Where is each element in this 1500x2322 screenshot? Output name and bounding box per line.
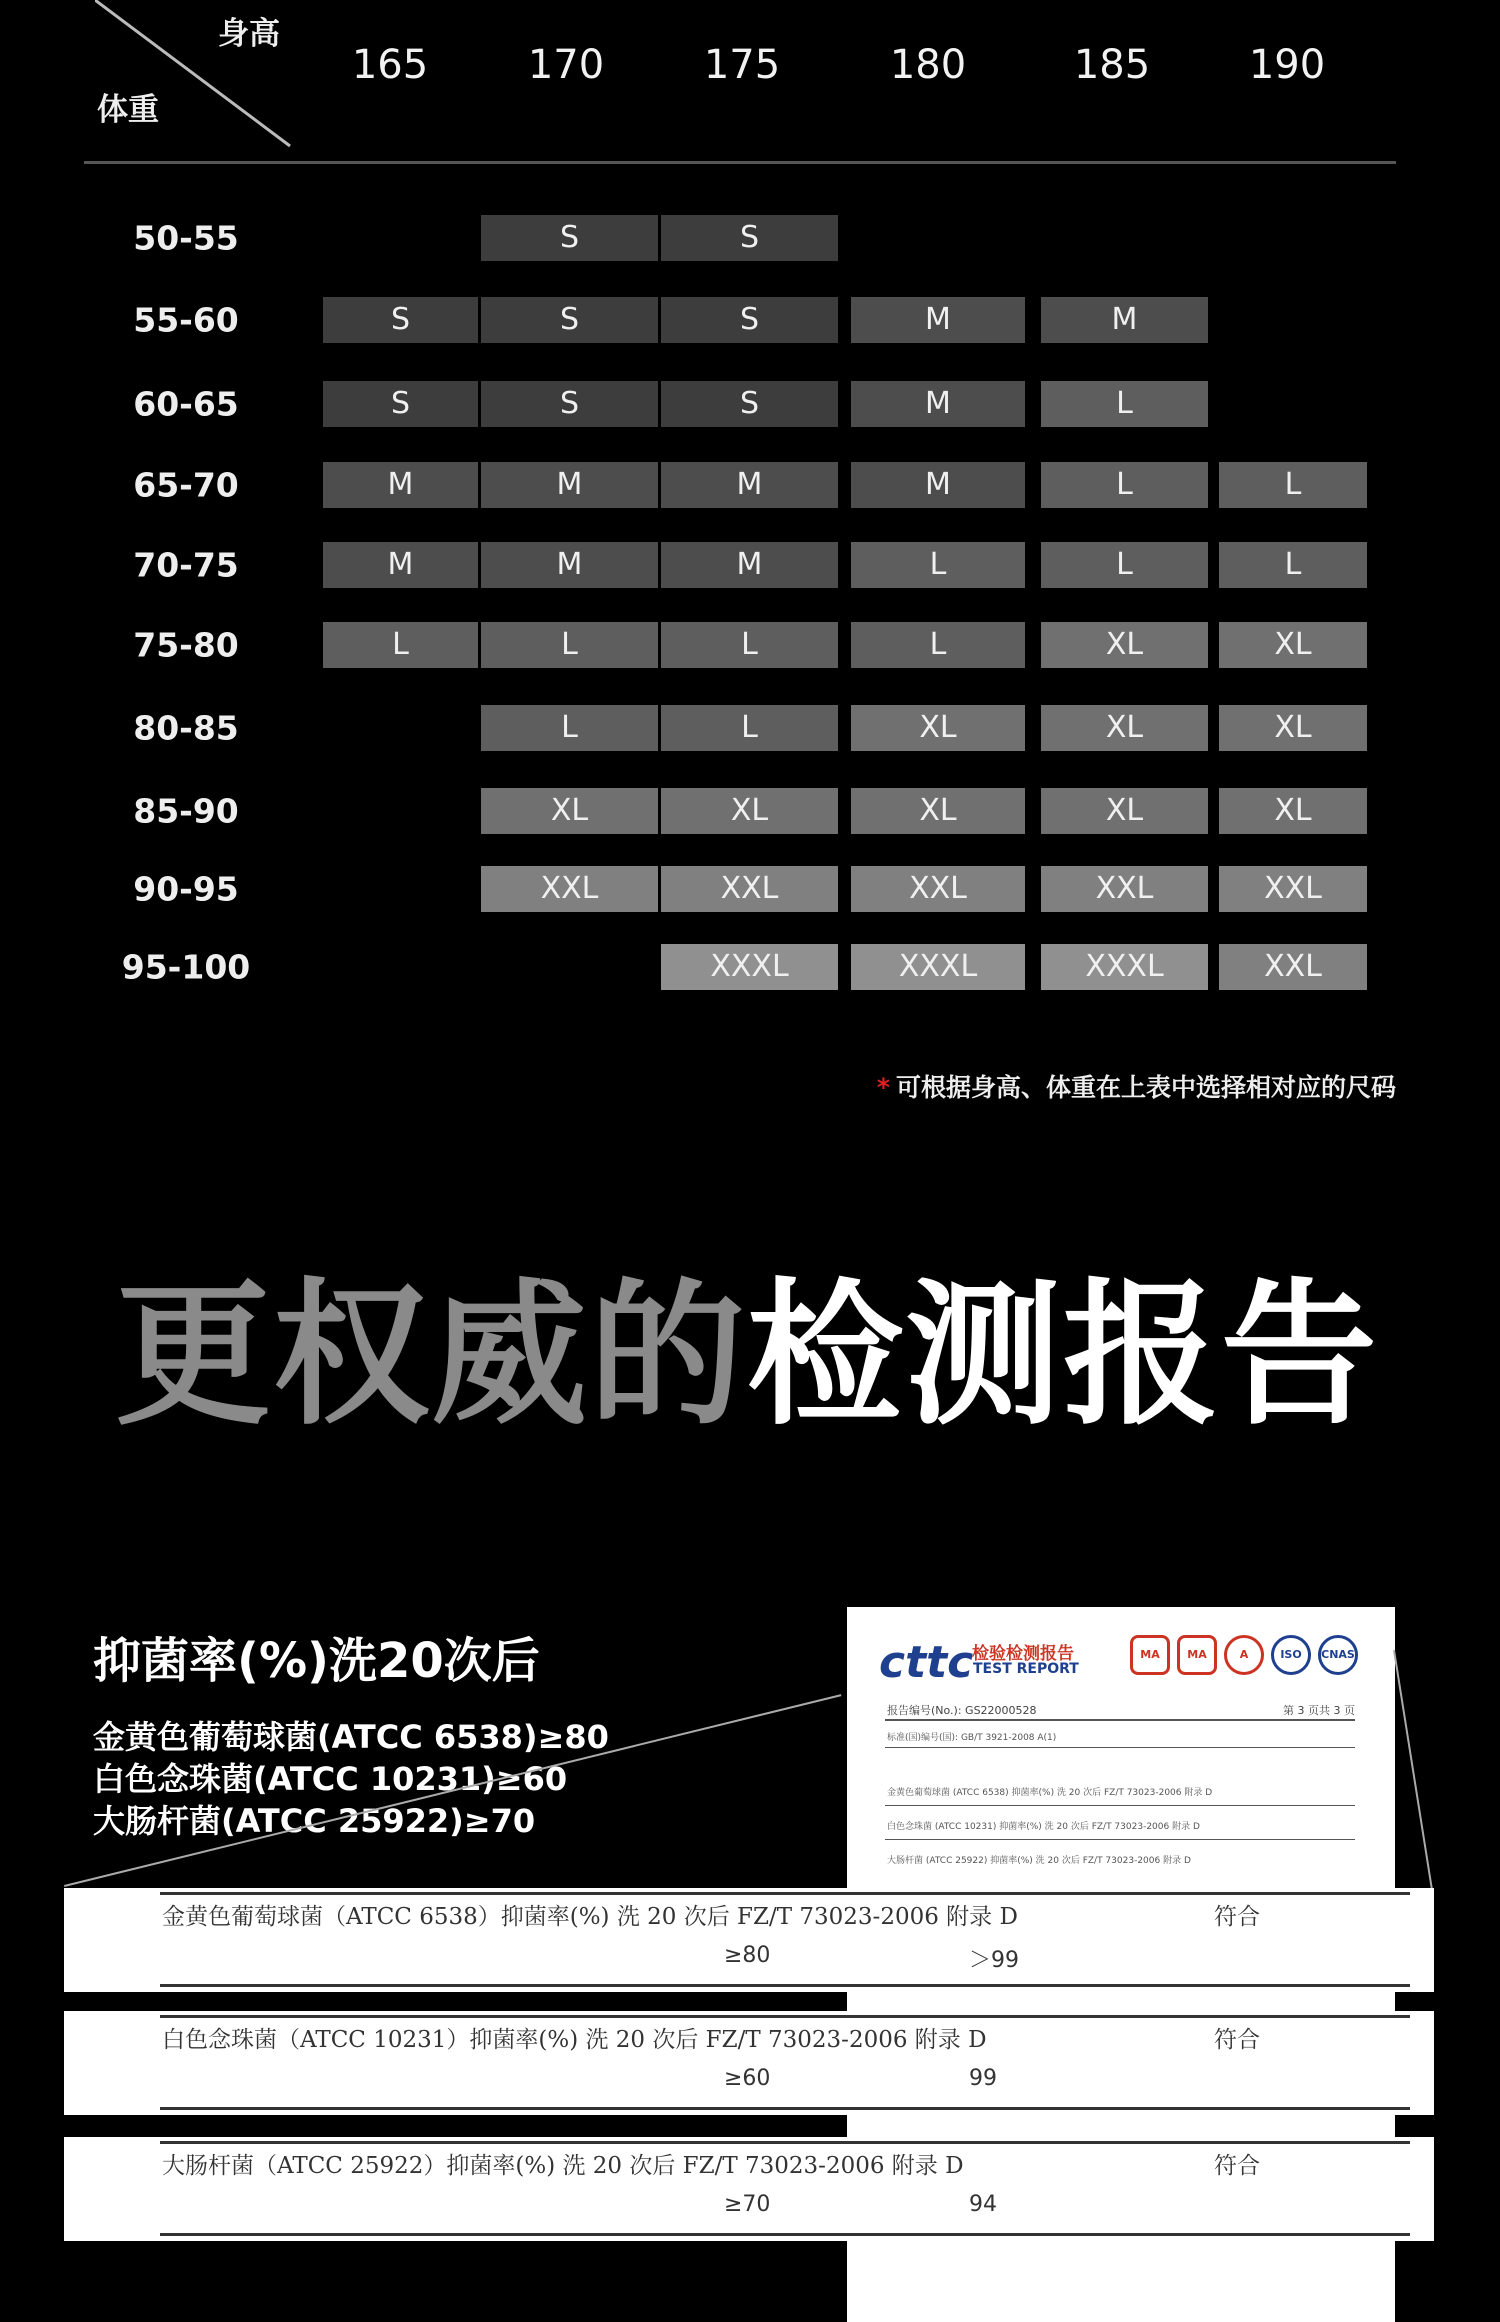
strip-result: 符合 <box>1214 2153 1260 2179</box>
size-cell: XXL <box>1041 866 1208 912</box>
weight-label: 80-85 <box>133 708 239 748</box>
seal-icon: ISO <box>1271 1635 1311 1675</box>
height-header-180: 180 <box>889 42 967 88</box>
size-cell: L <box>1041 542 1208 588</box>
weight-label: 70-75 <box>133 545 239 585</box>
size-cell: XXL <box>481 866 658 912</box>
bacteria-line: 大肠杆菌(ATCC 25922)≥70 <box>93 1802 536 1840</box>
size-cell: S <box>481 215 658 261</box>
note-star: * <box>876 1073 890 1102</box>
report-zoom-strip <box>64 2011 1434 2115</box>
size-cell: L <box>1041 462 1208 508</box>
height-header-165: 165 <box>351 42 429 88</box>
size-cell: XXL <box>1219 944 1367 990</box>
antibacterial-title: 抑菌率(%)洗20次后 <box>93 1633 540 1689</box>
report-row: 标准(国)编号(国): GB/T 3921-2008 A(1) <box>887 1733 1057 1743</box>
size-cell: L <box>661 705 838 751</box>
strip-description: 大肠杆菌（ATCC 25922）抑菌率(%) 洗 20 次后 FZ/T 73023-2006 附录 D <box>162 2153 964 2179</box>
report-page-number: 第 3 页共 3 页 <box>1283 1704 1355 1717</box>
size-cell: XXL <box>851 866 1025 912</box>
size-cell: M <box>851 297 1025 343</box>
size-cell: M <box>323 462 478 508</box>
size-cell: L <box>1219 542 1367 588</box>
weight-label: 65-70 <box>133 465 239 505</box>
seal-icon: MA <box>1130 1635 1170 1675</box>
weight-label: 55-60 <box>133 300 239 340</box>
size-cell: M <box>1041 297 1208 343</box>
size-chart <box>0 0 1500 1100</box>
size-cell: M <box>661 542 838 588</box>
report-zoom-strip <box>64 1888 1434 1992</box>
size-cell: L <box>481 622 658 668</box>
size-cell: XXXL <box>851 944 1025 990</box>
headline <box>115 1264 1379 1446</box>
size-cell: XL <box>1041 622 1208 668</box>
seal-icon: MA <box>1177 1635 1217 1675</box>
weight-label: 50-55 <box>133 218 239 258</box>
report-title: 检验检测报告 <box>972 1644 1074 1664</box>
report-zoom-strip <box>64 2137 1434 2241</box>
report-rule <box>885 1805 1355 1806</box>
weight-label: 90-95 <box>133 869 239 909</box>
strip-value: 99 <box>969 2066 997 2091</box>
size-cell: S <box>661 215 838 261</box>
strip-requirement: ≥60 <box>724 2066 771 2091</box>
size-cell: M <box>481 542 658 588</box>
strip-result: 符合 <box>1214 2027 1260 2053</box>
size-cell: S <box>481 297 658 343</box>
size-cell: XL <box>481 788 658 834</box>
size-cell: XL <box>851 705 1025 751</box>
bacteria-line: 金黄色葡萄球菌(ATCC 6538)≥80 <box>93 1718 609 1756</box>
height-header-190: 190 <box>1248 42 1326 88</box>
size-cell: S <box>323 297 478 343</box>
strip-description: 金黄色葡萄球菌（ATCC 6538）抑菌率(%) 洗 20 次后 FZ/T 73023-2006 附录 D <box>162 1904 1018 1930</box>
size-cell: M <box>323 542 478 588</box>
headline-part1: 更权威的 <box>115 1264 747 1446</box>
size-cell: L <box>1219 462 1367 508</box>
size-cell: XL <box>661 788 838 834</box>
size-cell: XXXL <box>661 944 838 990</box>
weight-label: 85-90 <box>133 791 239 831</box>
size-cell: S <box>661 381 838 427</box>
size-cell: L <box>1041 381 1208 427</box>
size-cell: M <box>851 462 1025 508</box>
report-row: 大肠杆菌 (ATCC 25922) 抑菌率(%) 洗 20 次后 FZ/T 73023-2006 附录 D <box>887 1856 1191 1866</box>
cttc-logo: cttc <box>879 1637 974 1688</box>
size-note <box>877 1068 1396 1104</box>
size-cell: L <box>323 622 478 668</box>
strip-result: 符合 <box>1214 1904 1260 1930</box>
size-cell: M <box>661 462 838 508</box>
note-text: 可根据身高、体重在上表中选择相对应的尺码 <box>895 1073 1396 1102</box>
size-cell: L <box>851 622 1025 668</box>
strip-rule <box>160 2233 1410 2236</box>
headline-part2: 检测报告 <box>747 1264 1379 1446</box>
zoom-guide-line <box>1393 1650 1434 1894</box>
height-header-170: 170 <box>527 42 605 88</box>
height-axis-label: 身高 <box>218 16 280 52</box>
header-divider <box>84 161 1396 164</box>
weight-axis-label: 体重 <box>97 92 159 128</box>
size-cell: S <box>661 297 838 343</box>
size-cell: XXL <box>1219 866 1367 912</box>
size-cell: M <box>481 462 658 508</box>
report-rule <box>885 1747 1355 1748</box>
size-cell: L <box>661 622 838 668</box>
strip-rule <box>160 1892 1410 1895</box>
strip-rule <box>160 2141 1410 2144</box>
report-number: 报告编号(No.): GS22000528 <box>887 1704 1037 1717</box>
strip-value: ＞99 <box>969 1948 1019 1973</box>
bacteria-line: 白色念珠菌(ATCC 10231)≥60 <box>93 1760 568 1798</box>
size-cell: XL <box>1219 622 1367 668</box>
strip-requirement: ≥80 <box>724 1943 771 1968</box>
strip-rule <box>160 2015 1410 2018</box>
report-subtitle: TEST REPORT <box>973 1661 1079 1677</box>
strip-rule <box>160 2107 1410 2110</box>
size-cell: XL <box>1041 788 1208 834</box>
strip-description: 白色念珠菌（ATCC 10231）抑菌率(%) 洗 20 次后 FZ/T 73023-2006 附录 D <box>162 2027 987 2053</box>
report-row: 白色念珠菌 (ATCC 10231) 抑菌率(%) 洗 20 次后 FZ/T 73023-2006 附录 D <box>887 1822 1200 1832</box>
size-cell: M <box>851 381 1025 427</box>
strip-requirement: ≥70 <box>724 2192 771 2217</box>
size-cell: L <box>481 705 658 751</box>
weight-label: 60-65 <box>133 384 239 424</box>
size-cell: S <box>323 381 478 427</box>
report-rule <box>885 1719 1355 1721</box>
report-row: 金黄色葡萄球菌 (ATCC 6538) 抑菌率(%) 洗 20 次后 FZ/T 73023-2006 附录 D <box>887 1788 1213 1798</box>
report-rule <box>885 1839 1355 1840</box>
size-cell: L <box>851 542 1025 588</box>
size-cell: XL <box>851 788 1025 834</box>
size-cell: XXL <box>661 866 838 912</box>
strip-value: 94 <box>969 2192 997 2217</box>
strip-rule <box>160 1984 1410 1987</box>
seal-icon: A <box>1224 1635 1264 1675</box>
size-cell: S <box>481 381 658 427</box>
size-cell: XL <box>1041 705 1208 751</box>
seal-icon: CNAS <box>1318 1635 1358 1675</box>
height-header-175: 175 <box>703 42 781 88</box>
size-cell: XL <box>1219 705 1367 751</box>
height-header-185: 185 <box>1073 42 1151 88</box>
size-cell: XXXL <box>1041 944 1208 990</box>
size-cell: XL <box>1219 788 1367 834</box>
weight-label: 75-80 <box>133 625 239 665</box>
weight-label: 95-100 <box>121 947 251 987</box>
